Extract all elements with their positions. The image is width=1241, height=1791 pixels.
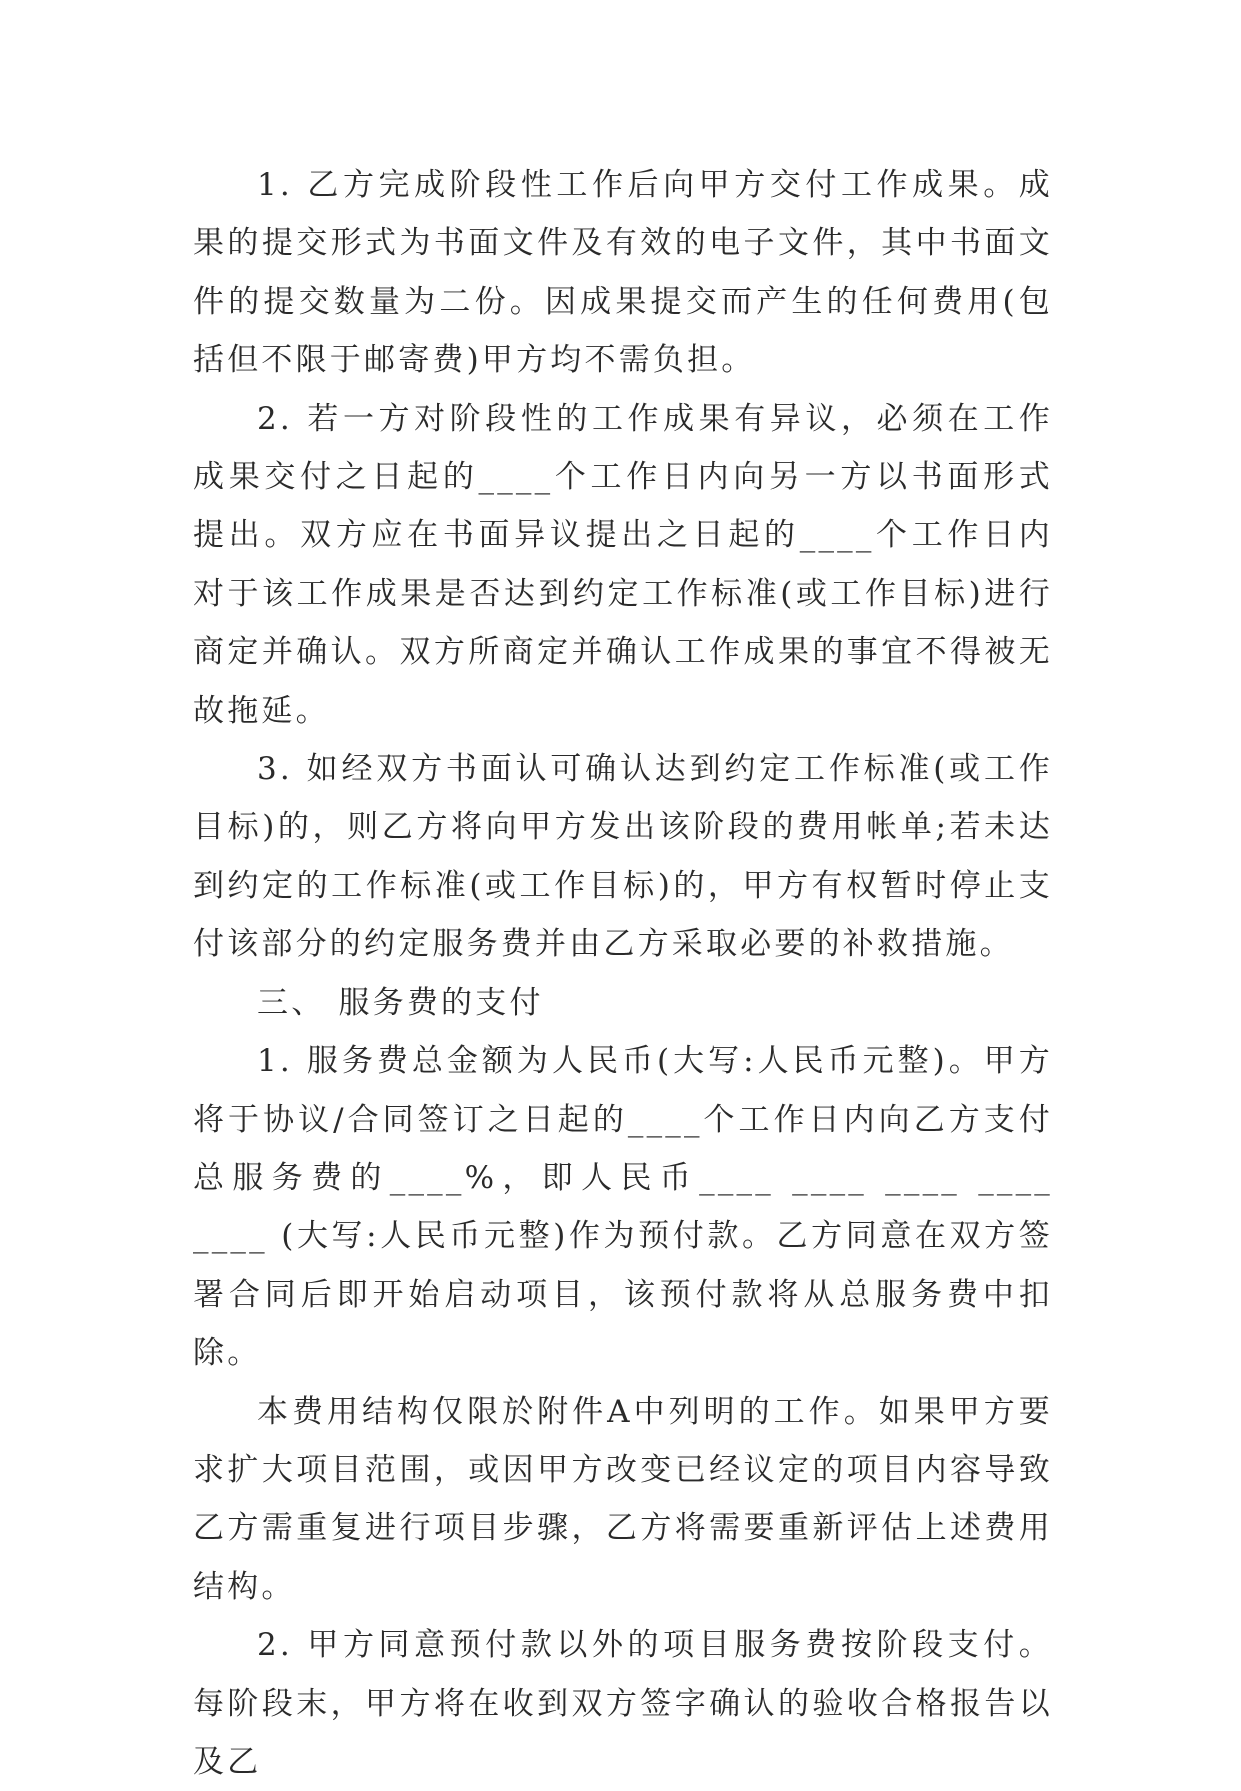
section-heading-service-fee: 三、 服务费的支付: [257, 984, 544, 1021]
paragraph-total-fee-prepayment: 1. 服务费总金额为人民币(大写:人民币元整)。甲方将于协议/合同签订之日起的____个工作日内向乙方支付总服务费的____%，即人民币____ ____ ____ ____ ____ (大写:人民币元整)作为预付款。乙方同意在双方签署合同后即开始启动项目，该预付款将从总服务费中扣除。: [193, 1043, 1053, 1372]
paragraph-fee-structure-scope: 本费用结构仅限於附件A中列明的工作。如果甲方要求扩大项目范围，或因甲方改变已经议定的项目内容导致乙方需重复进行项目步骤，乙方将需要重新评估上述费用结构。: [193, 1393, 1053, 1605]
paragraph-deliverables-submission: 1. 乙方完成阶段性工作后向甲方交付工作成果。成果的提交形式为书面文件及有效的电子文件，其中书面文件的提交数量为二份。因成果提交而产生的任何费用(包括但不限于邮寄费)甲方均不需负担。: [193, 167, 1053, 379]
paragraph-staged-payment: 2. 甲方同意预付款以外的项目服务费按阶段支付。每阶段末，甲方将在收到双方签字确认的验收合格报告以及乙: [193, 1627, 1053, 1780]
paragraph-objection-procedure: 2. 若一方对阶段性的工作成果有异议，必须在工作成果交付之日起的____个工作日内向另一方以书面形式提出。双方应在书面异议提出之日起的____个工作日内对于该工作成果是否达到约定工作标准(或工作目标)进行商定并确认。双方所商定并确认工作成果的事宜不得被无故拖延。: [193, 400, 1053, 729]
paragraph-billing-confirmation: 3. 如经双方书面认可确认达到约定工作标准(或工作目标)的，则乙方将向甲方发出该阶段的费用帐单;若未达到约定的工作标准(或工作目标)的，甲方有权暂时停止支付该部分的约定服务费并由乙方采取必要的补救措施。: [193, 751, 1053, 963]
document-body: [193, 156, 1053, 1791]
